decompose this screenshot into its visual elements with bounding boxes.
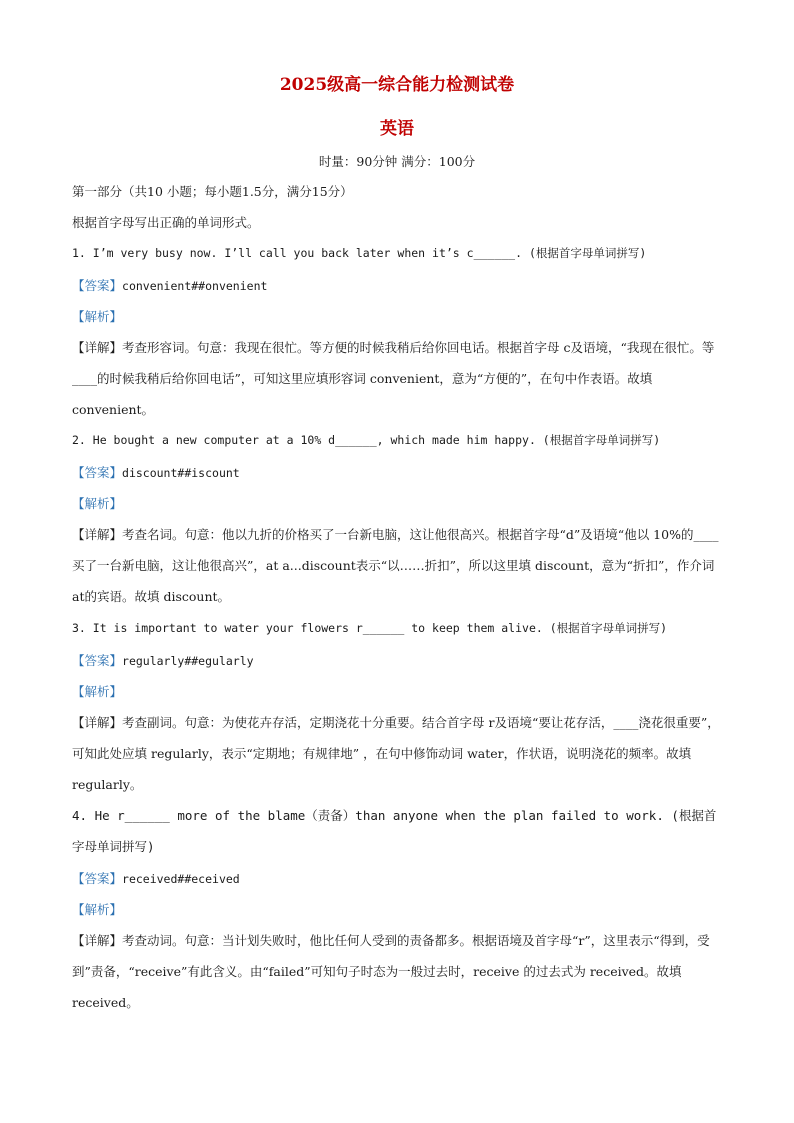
answer-2: discount##iscount: [122, 466, 240, 480]
answer-label: 【答案】: [72, 465, 123, 480]
analysis-label-2: 【解析】: [72, 496, 123, 511]
section-instruction: 根据首字母写出正确的单词形式。: [72, 215, 260, 230]
detail-1: [72, 332, 722, 425]
detail-label: 【详解】: [72, 933, 123, 948]
detail-label: 【详解】: [72, 715, 123, 730]
question-1: 1. I’m very busy now. I’ll call you back later when it’s c______. (根据首字母单词拼写): [72, 246, 647, 260]
answer-row-3: [72, 651, 254, 669]
question-3: 3. It is important to water your flowers r______ to keep them alive. (根据首字母单词拼写): [72, 621, 668, 635]
analysis-label-3: 【解析】: [72, 684, 123, 699]
detail-text-3: 考查副词。句意：为使花卉存活，定期浇花十分重要。结合首字母 r及语境“要让花存活，____浇花很重要”，可知此处应填 regularly，表示“定期地；有规律地” ，在句中修饰动词 water，作状语，说明浇花的频率。故填 regularly。: [72, 715, 720, 792]
answer-label: 【答案】: [72, 278, 123, 293]
answer-label: 【答案】: [72, 871, 123, 886]
detail-text-1: 考查形容词。句意：我现在很忙。等方便的时候我稍后给你回电话。根据首字母 c及语境，“我现在很忙。等____的时候我稍后给你回电话”，可知这里应填形容词 convenient，意为“方便的”，在句中作表语。故填 convenient。: [72, 340, 715, 417]
answer-row-4: [72, 869, 240, 887]
detail-text-2: 考查名词。句意：他以九折的价格买了一台新电脑，这让他很高兴。根据首字母“d”及语境“他以 10%的____买了一台新电脑，这让他很高兴”，at a...discount表示“以……折扣”，所以这里填 discount，意为“折扣”，作介词 at的宾语。故填 discount。: [72, 527, 719, 604]
answer-3: regularly##egularly: [122, 654, 254, 668]
answer-row-1: [72, 276, 267, 294]
section-heading: 第一部分（共10 小题；每小题1.5分，满分15分）: [72, 184, 353, 199]
exam-meta: 时量：90分钟 满分：100分: [318, 154, 476, 169]
detail-4: [72, 925, 722, 1018]
detail-text-4: 考查动词。句意：当计划失败时，他比任何人受到的责备都多。根据语境及首字母“r”，这里表示“得到，受到”责备，“receive”有此含义。由“failed”可知句子时态为一般过去时，receive 的过去式为 received。故填 received。: [72, 933, 710, 1010]
analysis-label-1: 【解析】: [72, 309, 123, 324]
answer-1: convenient##onvenient: [122, 279, 268, 293]
question-2: 2. He bought a new computer at a 10% d______, which made him happy. (根据首字母单词拼写): [72, 433, 661, 447]
exam-title: 2025级高一综合能力检测试卷: [279, 75, 515, 95]
question-4: 4. He r______ more of the blame（责备）than anyone when the plan failed to work. (根据首字母单词拼写): [72, 808, 717, 854]
answer-row-2: [72, 463, 240, 481]
answer-4: received##eceived: [122, 872, 240, 886]
answer-label: 【答案】: [72, 653, 123, 668]
detail-2: [72, 519, 722, 612]
analysis-label-4: 【解析】: [72, 902, 123, 917]
subject-title: 英语: [380, 119, 414, 139]
detail-label: 【详解】: [72, 340, 123, 355]
detail-label: 【详解】: [72, 527, 123, 542]
detail-3: [72, 707, 722, 800]
